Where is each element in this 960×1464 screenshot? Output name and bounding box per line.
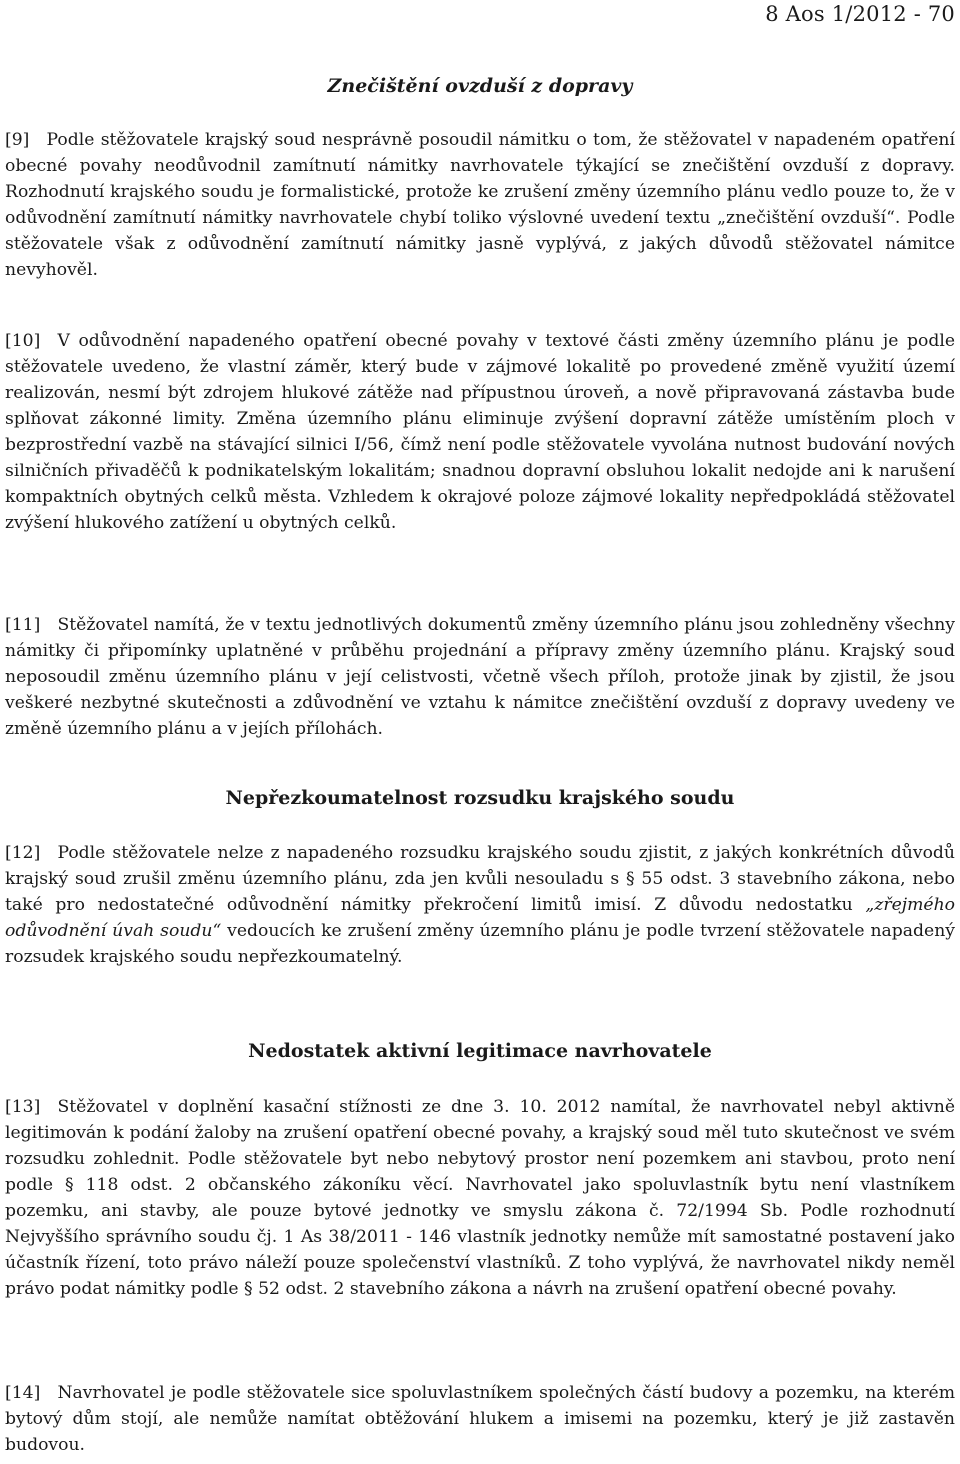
paragraph-12 (5, 840, 955, 970)
paragraph-10: [10] V odůvodnění napadeného opatření obecné povahy v textové části změny územního plánu je podle stěžovatele uvedeno, že vlastní záměr, který bude v zájmové lokalitě po provedené změně využití území realizován, nesmí být zdrojem hlukové zátěže nad přípustnou úroveň, a nově připravovaná zástavba bude splňovat zákonné limity. Změna územního plánu eliminuje zvýšení dopravní zátěže umístěním ploch v bezprostřední vazbě na stávající silnici I/56, čímž není podle stěžovatele vyvolána nutnost budování nových silničních přivaděčů k podnikatelským lokalitám; snadnou dopravní obsluhou lokalit nedojde ani k narušení kompaktních obytných celků města. Vzhledem k okrajové poloze zájmové lokality nepředpokládá stěžovatel zvýšení hlukového zatížení u obytných celků. (5, 331, 955, 533)
paragraph-11: [11] Stěžovatel namítá, že v textu jednotlivých dokumentů změny územního plánu jsou zohledněny všechny námitky či připomínky uplatněné v průběhu projednání a přípravy změny územního plánu. Krajský soud neposoudil změnu územního plánu v její celistvosti, včetně všech příloh, protože jinak by zjistil, že jsou veškeré nezbytné skutečnosti a zdůvodnění ve vztahu k námitce znečištění ovzduší z dopravy uvedeny ve změně územního plánu a v jejích přílohách. (5, 615, 955, 739)
paragraph-9: [9] Podle stěžovatele krajský soud nesprávně posoudil námitku o tom, že stěžovatel v napadeném opatření obecné povahy neodůvodnil zamítnutí námitky navrhovatele týkající se znečištění ovzduší z dopravy. Rozhodnutí krajského soudu je formalistické, protože ke zrušení změny územního plánu vedlo pouze to, že v odůvodnění zamítnutí námitky navrhovatele chybí toliko výslovné uvedení textu „znečištění ovzduší“. Podle stěžovatele však z odůvodnění zamítnutí námitky jasně vyplývá, z jakých důvodů stěžovatel námitce nevyhověl. (5, 130, 955, 280)
document-reference: 8 Aos 1/2012 - 70 (765, 2, 955, 26)
paragraph-12-citation: „zřejmého odůvodnění úvah soudu“ (5, 895, 955, 941)
paragraph-14: [14] Navrhovatel je podle stěžovatele sice spoluvlastníkem společných částí budovy a pozemku, na kterém bytový dům stojí, ale nemůže namítat obtěžování hlukem a imisemi na pozemku, který je již zastavěn budovou. (5, 1383, 955, 1455)
section-heading-unreviewability: Nepřezkoumatelnost rozsudku krajského soudu (225, 787, 735, 809)
section-heading-air-pollution: Znečištění ovzduší z dopravy (327, 75, 633, 97)
paragraph-12-text-b: vedoucích ke zrušení změny územního plánu je podle tvrzení stěžovatele napadený rozsudek krajského soudu nepřezkoumatelný. (5, 921, 955, 967)
section-heading-standing: Nedostatek aktivní legitimace navrhovatele (248, 1040, 712, 1062)
paragraph-12-text-a: [12] Podle stěžovatele nelze z napadeného rozsudku krajského soudu zjistit, z jakých konkrétních důvodů krajský soud zrušil změnu územního plánu, zda jen kvůli nesouladu s § 55 odst. 3 stavebního zákona, nebo také pro nedostatečné odůvodnění námitky překročení limitů imisí. Z důvodu nedostatku (5, 843, 955, 915)
paragraph-13: [13] Stěžovatel v doplnění kasační stížnosti ze dne 3. 10. 2012 namítal, že navrhovatel nebyl aktivně legitimován k podání žaloby na zrušení opatření obecné povahy, a krajský soud měl tuto skutečnost ve svém rozsudku zohlednit. Podle stěžovatele byt nebo nebytový prostor není pozemkem ani stavbou, proto není podle § 118 odst. 2 občanského zákoníku věcí. Navrhovatel jako spoluvlastník bytu není vlastníkem pozemku, ani stavby, ale pouze bytové jednotky ve smyslu zákona č. 72/1994 Sb. Podle rozhodnutí Nejvyššího správního soudu čj. 1 As 38/2011 - 146 vlastník jednotky nemůže mít samostatné postavení jako účastník řízení, toto právo náleží pouze společenství vlastníků. Z toho vyplývá, že navrhovatel nikdy neměl právo podat námitky podle § 52 odst. 2 stavebního zákona a návrh na zrušení opatření obecné povahy. (5, 1097, 955, 1299)
